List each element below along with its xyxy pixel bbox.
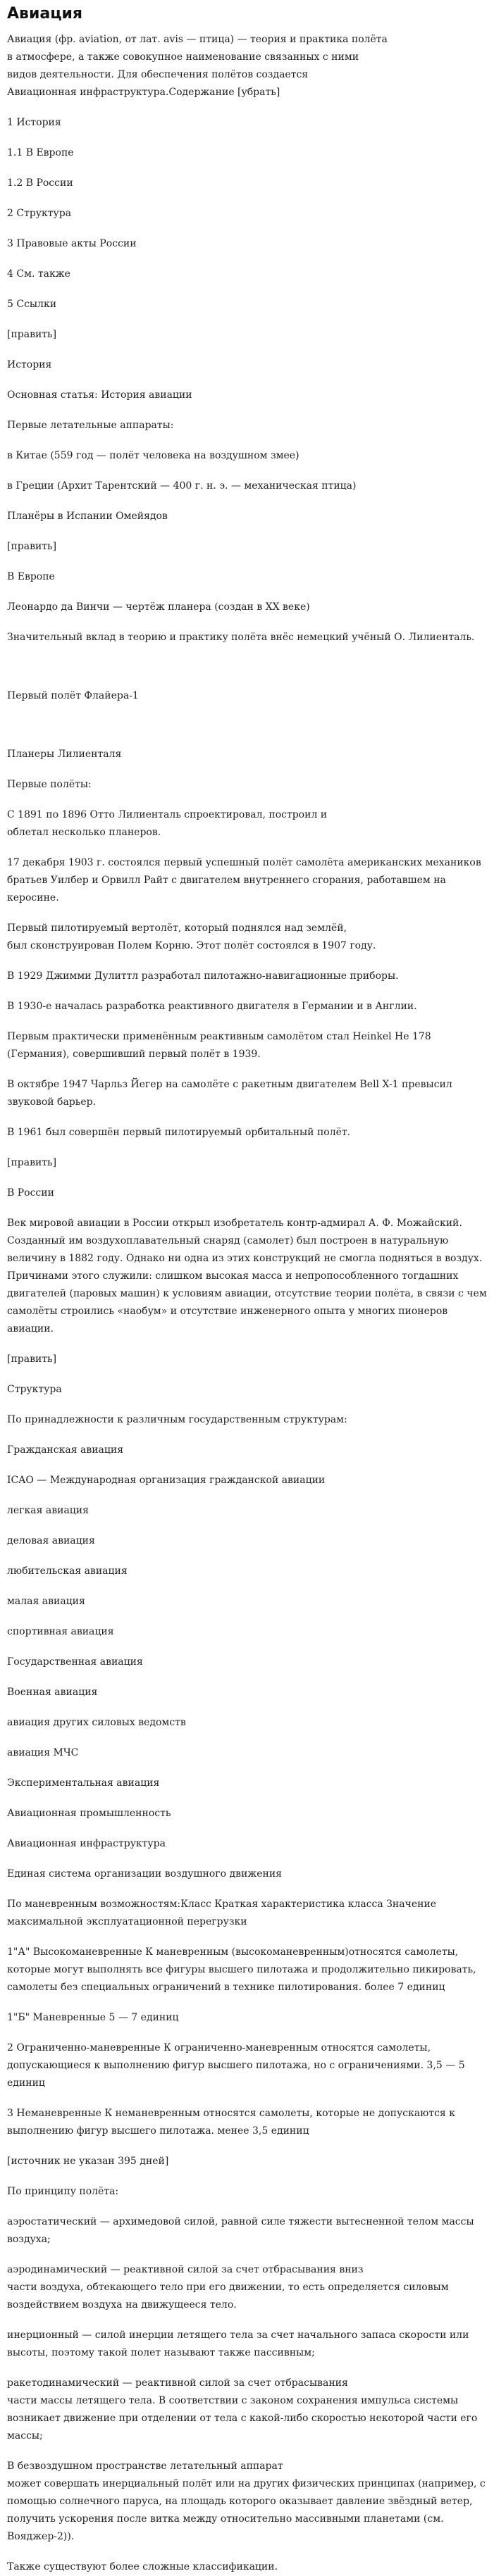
- paragraph: авиация МЧС: [7, 1747, 79, 1758]
- paragraph: 1"А" Высокоманевренные К маневренным (высокоманевренным)относятся самолеты, которые могут выполнять все фигуры высшего пилотажа и продолжительно пикировать, самолеты без специальных ограничений в технике пилотирования. более 7 единиц: [7, 1946, 476, 1993]
- paragraph: 5 Ссылки: [7, 299, 57, 310]
- paragraph: малая авиация: [7, 1596, 85, 1607]
- paragraph: Единая система организации воздушного движения: [7, 1868, 282, 1880]
- paragraph: В России: [7, 1187, 54, 1199]
- paragraph: Первым практически применённым реактивным самолётом стал Heinkel He 178 (Германия), совершивший первый полёт в 1939.: [7, 1031, 431, 1060]
- paragraph: 4 См. также: [7, 268, 70, 280]
- paragraph: инерционный — силой инерции летящего тела за счет начального запаса скорости или высоты, поэтому такой полет называют также пассивным;: [7, 2330, 469, 2358]
- paragraph: Авиационная инфраструктура: [7, 1838, 166, 1849]
- intro-line: Авиация (фр. aviation, от лат. avis — птица) — теория и практика полёта: [7, 34, 388, 45]
- paragraph: Значительный вклад в теорию и практику полёта внёс немецкий учёный О. Лилиенталь.: [7, 632, 475, 643]
- paragraph: Первый пилотируемый вертолёт, который поднялся над землёй, был сконструирован Полем Корню. Этот полёт состоялся в 1907 году.: [7, 923, 376, 951]
- paragraph: ICAO — Международная организация гражданской авиации: [7, 1475, 326, 1486]
- paragraph: История: [7, 359, 52, 370]
- paragraph: Структура: [7, 1384, 62, 1395]
- paragraph: 1.2 В России: [7, 177, 73, 189]
- intro-line: в атмосфере, а также совокупное наименование связанных с ними: [7, 51, 359, 63]
- paragraph: 17 декабря 1903 г. состоялся первый успешный полёт самолёта американских механиков братьев Уилбер и Орвилл Райт с двигателем внутреннего сгорания, работавшем на керосине.: [7, 857, 481, 904]
- paragraph: По принципу полёта:: [7, 2186, 119, 2197]
- paragraph: Планёры в Испании Омейядов: [7, 511, 168, 522]
- paragraph: 1"Б" Маневренные 5 — 7 единиц: [7, 2012, 179, 2023]
- article-body: [7, 114, 487, 2576]
- paragraph: Основная статья: История авиации: [7, 389, 192, 401]
- paragraph: 1.1 В Европе: [7, 147, 74, 158]
- edit-link[interactable]: [править]: [7, 1353, 57, 1365]
- paragraph: деловая авиация: [7, 1535, 95, 1546]
- paragraph: По маневренным возможностям:Класс Краткая характеристика класса Значение максимальной эксплуатационной перегрузки: [7, 1899, 437, 1927]
- paragraph: В 1930-е началась разработка реактивного двигателя в Германии и в Англии.: [7, 1001, 417, 1012]
- paragraph: аэростатический — архимедовой силой, равной силе тяжести вытесненной телом массы воздуха;: [7, 2216, 474, 2245]
- intro-line: Авиационная инфраструктура.Содержание [убрать]: [7, 87, 280, 98]
- paragraph: В октябре 1947 Чарльз Йегер на самолёте с ракетным двигателем Bell X-1 превысил звуковой барьер.: [7, 1079, 452, 1108]
- paragraph: 2 Структура: [7, 208, 72, 219]
- paragraph: спортивная авиация: [7, 1626, 114, 1637]
- paragraph: В 1929 Джимми Дулиттл разработал пилотажно-навигационные приборы.: [7, 970, 399, 982]
- paragraph: Первые полёты:: [7, 779, 92, 790]
- paragraph: В безвоздушном пространстве летательный аппарат может совершать инерциальный полёт или на других физических принципах (например, с помощью солнечного паруса, на площадь которого оказывает давление звёздный ветер, получить ускорения после витка между относительно массивными планетами (см. Вояджер-2)).: [7, 2461, 486, 2542]
- paragraph: Военная авиация: [7, 1687, 98, 1698]
- paragraph: Государственная авиация: [7, 1656, 143, 1668]
- paragraph: В 1961 был совершён первый пилотируемый орбитальный полёт.: [7, 1127, 351, 1138]
- paragraph: По принадлежности к различным государственным структурам:: [7, 1414, 347, 1425]
- paragraph: 3 Правовые акты России: [7, 238, 137, 249]
- paragraph: Авиационная промышленность: [7, 1808, 171, 1819]
- paragraph: в Греции (Архит Тарентский — 400 г. н. э. — механическая птица): [7, 480, 357, 492]
- intro-block: [7, 31, 487, 101]
- paragraph: Гражданская авиация: [7, 1444, 124, 1456]
- paragraph: Век мировой авиации в России открыл изобретатель контр-адмирал А. Ф. Можайский. Созданный им воздухоплавательный снаряд (самолет) был построен в натуральную величину в 1882 году. Однако ни одна из этих конструкций не смогла подняться в воздух. Причинами этого служили: слишком высокая масса и непропособленного тогдашних двигателей (паровых машин) к условиям авиации, отсутствие теории полёта, в связи с чем самолёты строились «наобум» и отсутствие инженерного опыта у многих пионеров авиации.: [7, 1218, 487, 1334]
- intro-line: видов деятельности. Для обеспечения полётов создается: [7, 69, 309, 80]
- page-title: Авиация: [7, 5, 83, 23]
- paragraph: 2 Ограниченно-маневренные К ограниченно-маневренным относятся самолеты, допускающиеся к выполнению фигур высшего пилотажа, но с ограничениями. 3,5 — 5 единиц: [7, 2042, 465, 2089]
- paragraph: Первый полёт Флайера-1: [7, 690, 139, 701]
- paragraph: любительская авиация: [7, 1565, 128, 1577]
- paragraph: аэродинамический — реактивной силой за счет отбрасывания вниз части воздуха, обтекающего тело при его движении, то есть определяется силовым воздействием воздуха на движущееся тело.: [7, 2264, 449, 2311]
- paragraph: 3 Неманевренные К неманевренным относятся самолеты, которые не допускаются к выполнению фигур высшего пилотажа. менее 3,5 единиц: [7, 2108, 455, 2137]
- paragraph: Леонардо да Винчи — чертёж планера (создан в XX веке): [7, 601, 310, 613]
- edit-link[interactable]: [править]: [7, 541, 57, 552]
- paragraph: Планеры Лилиенталя: [7, 749, 122, 760]
- paragraph: легкая авиация: [7, 1505, 89, 1516]
- edit-link[interactable]: [править]: [7, 1157, 57, 1168]
- paragraph: 1 История: [7, 117, 61, 128]
- paragraph: Экспериментальная авиация: [7, 1777, 160, 1789]
- citation-needed-link[interactable]: [источник не указан 395 дней]: [7, 2156, 169, 2167]
- paragraph: В Европе: [7, 571, 55, 582]
- edit-link[interactable]: [править]: [7, 329, 57, 340]
- paragraph: С 1891 по 1896 Отто Лилиенталь спроектировал, построил и облетал несколько планеров.: [7, 809, 328, 838]
- paragraph: в Китае (559 год — полёт человека на воздушном змее): [7, 450, 300, 461]
- paragraph: авиация других силовых ведомств: [7, 1717, 186, 1728]
- paragraph: Также существуют более сложные классификации.: [7, 2561, 278, 2572]
- paragraph: ракетодинамический — реактивной силой за счет отбрасывания части массы летящего тела. В соответствии с законом сохранения импульса системы возникает движение при отделении от тела с какой-либо скоростью некоторой части его массы;: [7, 2377, 478, 2441]
- paragraph: Первые летательные аппараты:: [7, 420, 174, 431]
